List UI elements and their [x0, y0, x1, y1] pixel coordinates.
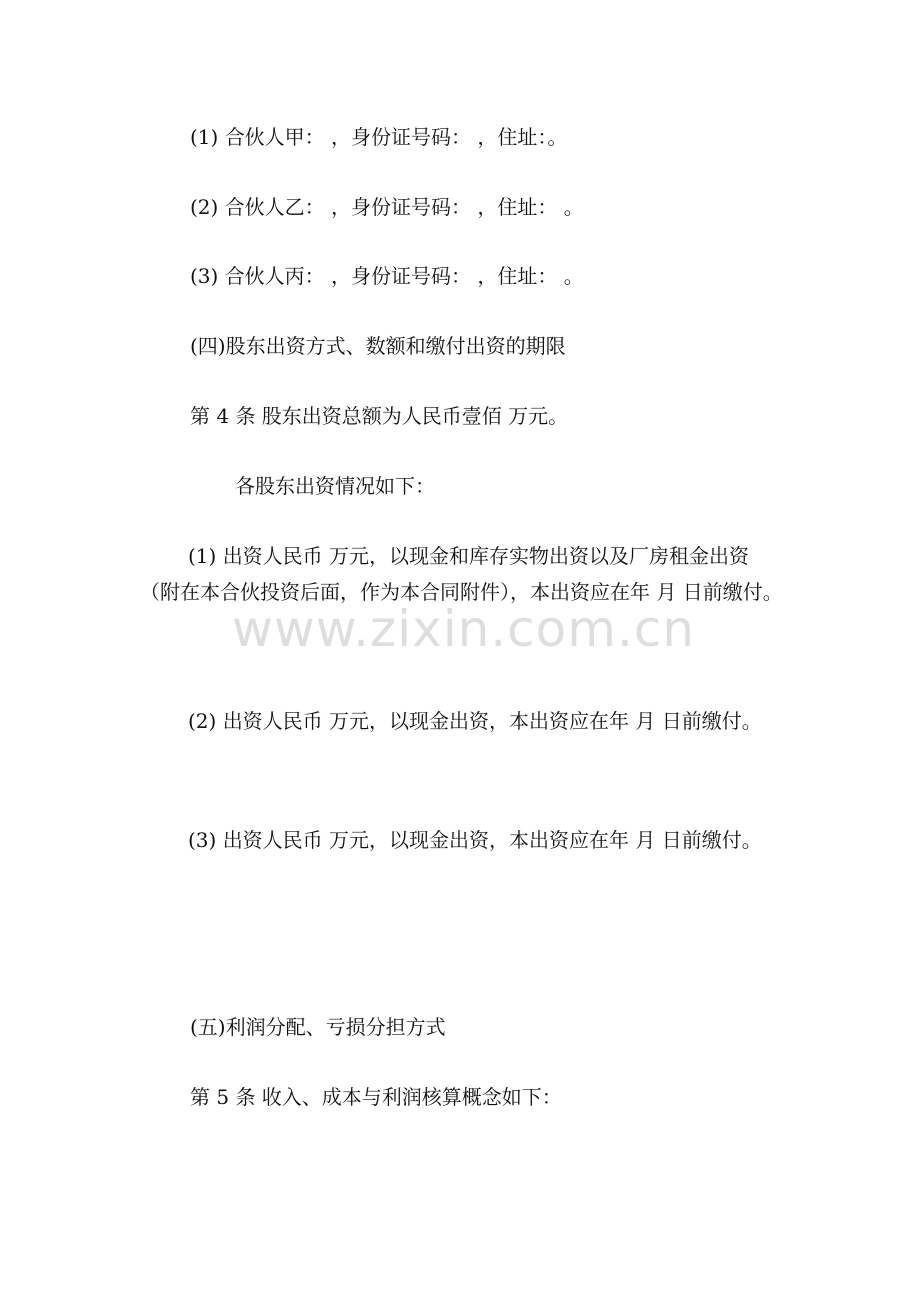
- partner-a-line: (1) 合伙人甲： ，身份证号码： ，住址：。: [190, 125, 568, 149]
- contribution-item-3: (3) 出资人民币 万元，以现金出资，本出资应在年 月 日前缴付。: [188, 828, 762, 852]
- contribution-item-1: (1) 出资人民币 万元，以现金和库存实物出资以及厂房租金出资（附在本合伙投资后面，作为本合同附件），本出资应在年 月 日前缴付。: [140, 544, 783, 604]
- section-five-heading: (五)利润分配、亏损分担方式: [190, 1015, 446, 1039]
- partner-b-line: (2) 合伙人乙： ，身份证号码： ，住址： 。: [190, 195, 584, 219]
- contribution-intro-line: 各股东出资情况如下：: [235, 474, 435, 498]
- partner-c-line: (3) 合伙人丙： ，身份证号码： ，住址： 。: [190, 264, 584, 288]
- article-four-line: 第 4 条 股东出资总额为人民币壹佰 万元。: [190, 404, 569, 428]
- section-four-heading: (四)股东出资方式、数额和缴付出资的期限: [190, 334, 566, 358]
- article-five-line: 第 5 条 收入、成本与利润核算概念如下：: [190, 1085, 562, 1109]
- contribution-item-2: (2) 出资人民币 万元，以现金出资，本出资应在年 月 日前缴付。: [188, 709, 762, 733]
- site-watermark: www.zixin.com.cn: [232, 600, 696, 658]
